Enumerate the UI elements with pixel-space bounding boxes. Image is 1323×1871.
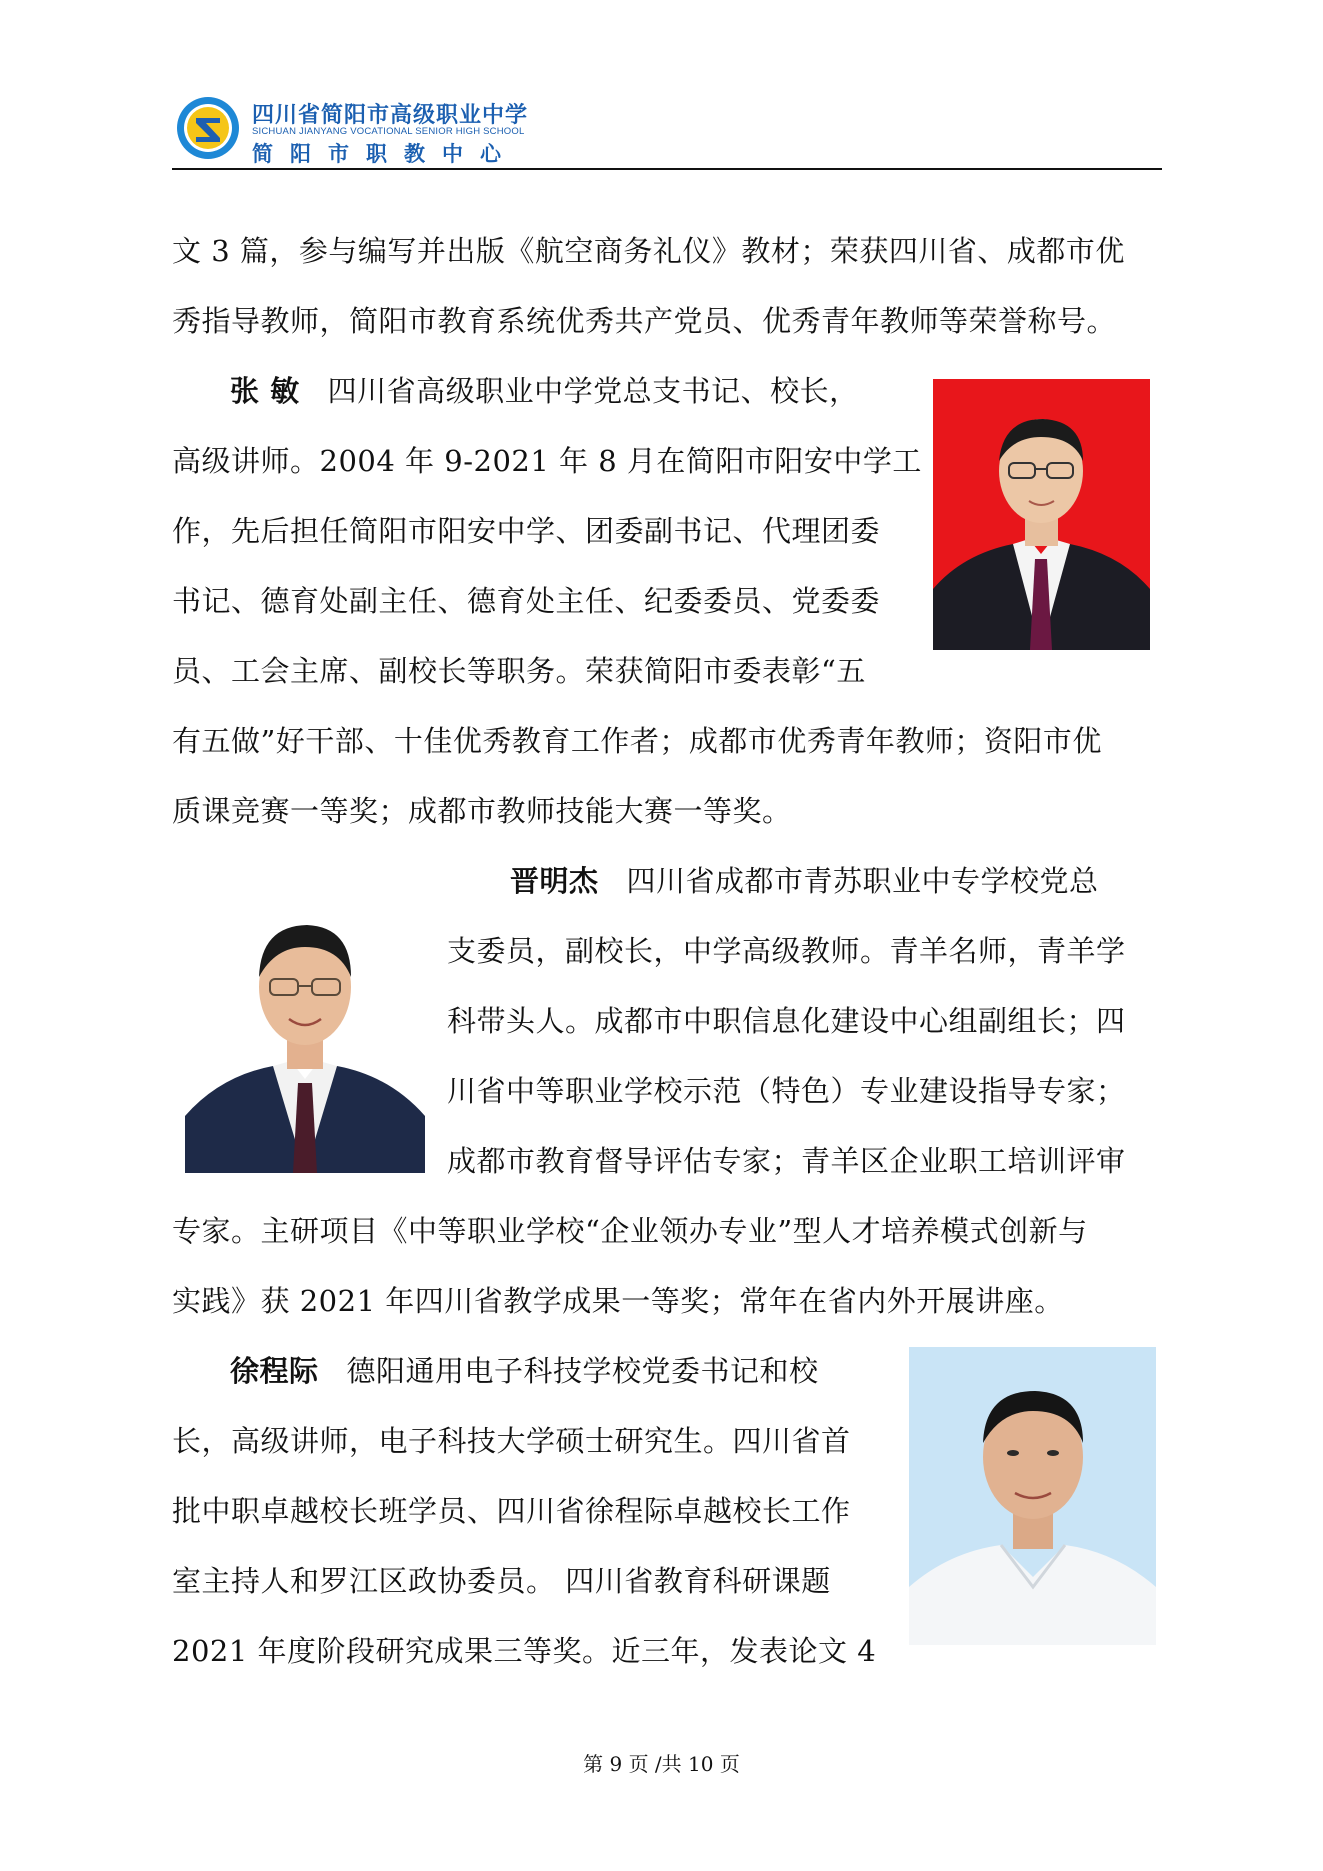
profile-lead-jin — [510, 861, 1099, 901]
portrait-photo-xu — [909, 1347, 1156, 1645]
intro-line: 秀指导教师，简阳市教育系统优秀共产党员、优秀青年教师等荣誉称号。 — [172, 304, 1117, 338]
profile-lead-zhang — [230, 371, 859, 411]
profile-line: 有五做”好干部、十佳优秀教育工作者；成都市优秀青年教师；资阳市优 — [172, 724, 1102, 758]
page-header — [172, 92, 1162, 172]
profile-line: 支委员，副校长，中学高级教师。青羊名师，青羊学 — [447, 934, 1126, 968]
profile-line: 书记、德育处副主任、德育处主任、纪委委员、党委委 — [172, 584, 881, 618]
header-divider — [172, 168, 1162, 170]
person-lead-text: 四川省高级职业中学党总支书记、校长， — [327, 374, 859, 408]
person-lead-text: 德阳通用电子科技学校党委书记和校 — [346, 1354, 819, 1388]
profile-line: 批中职卓越校长班学员、四川省徐程际卓越校长工作 — [172, 1494, 851, 1528]
person-name: 晋明杰 — [510, 864, 599, 898]
person-lead-text: 四川省成都市青苏职业中专学校党总 — [626, 864, 1099, 898]
school-name-cn: 四川省简阳市高级职业中学 — [252, 102, 529, 128]
profile-line: 科带头人。成都市中职信息化建设中心组副组长；四 — [447, 1004, 1126, 1038]
profile-line: 质课竞赛一等奖；成都市教师技能大赛一等奖。 — [172, 794, 792, 828]
person-name: 张 敏 — [230, 374, 300, 408]
profile-line: 实践》获 2021 年四川省教学成果一等奖；常年在省内外开展讲座。 — [172, 1284, 1064, 1318]
profile-line: 川省中等职业学校示范（特色）专业建设指导专家； — [447, 1074, 1126, 1108]
profile-line: 作，先后担任简阳市阳安中学、团委副书记、代理团委 — [172, 514, 881, 548]
portrait-photo-jin — [185, 891, 425, 1173]
profile-line: 高级讲师。2004 年 9-2021 年 8 月在简阳市阳安中学工 — [172, 444, 922, 478]
portrait-photo-zhang — [933, 379, 1150, 650]
page-number: 第 9 页 /共 10 页 — [583, 1752, 740, 1776]
profile-line: 员、工会主席、副校长等职务。荣获简阳市委表彰“五 — [172, 654, 866, 688]
profile-line: 2021 年度阶段研究成果三等奖。近三年，发表论文 4 — [172, 1634, 877, 1668]
profile-line: 成都市教育督导评估专家；青羊区企业职工培训评审 — [447, 1144, 1126, 1178]
intro-line: 文 3 篇，参与编写并出版《航空商务礼仪》教材；荣获四川省、成都市优 — [172, 234, 1125, 268]
school-emblem-icon — [176, 96, 240, 160]
person-name: 徐程际 — [230, 1354, 319, 1388]
profile-lead-xu — [230, 1351, 819, 1391]
school-name-en: SICHUAN JIANYANG VOCATIONAL SENIOR HIGH SCHOOL — [252, 126, 525, 137]
profile-line: 长，高级讲师，电子科技大学硕士研究生。四川省首 — [172, 1424, 851, 1458]
school-subtitle: 简阳市职教中心 — [252, 141, 518, 166]
profile-line: 专家。主研项目《中等职业学校“企业领办专业”型人才培养模式创新与 — [172, 1214, 1088, 1248]
profile-line: 室主持人和罗江区政协委员。 四川省教育科研课题 — [172, 1564, 831, 1598]
